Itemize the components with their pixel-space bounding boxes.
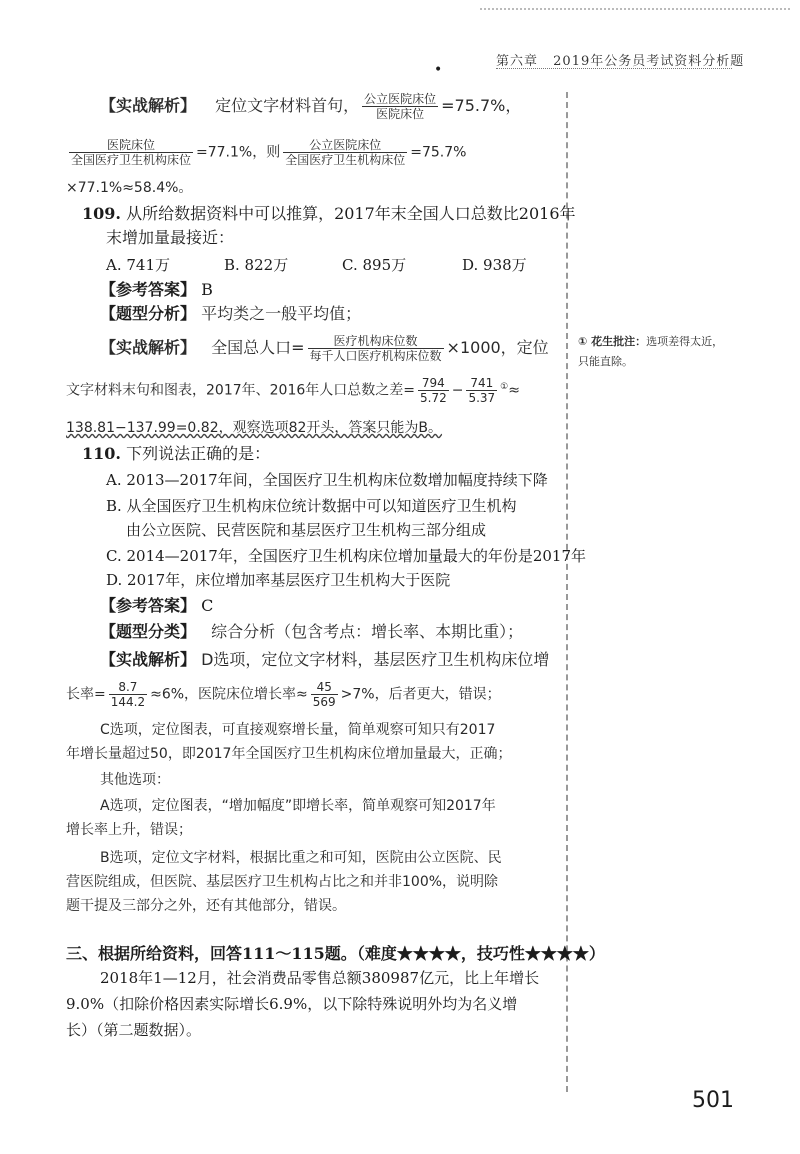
q109-analysis-line3: 138.81−137.99=0.82，观察选项82开头，答案只能为B。	[66, 420, 443, 436]
running-header	[496, 50, 744, 69]
q110-b-line3: 题干提及三部分之外，还有其他部分，错误。	[66, 898, 346, 914]
fraction: $\frac{\text{公立医院床位}}{\text{全国医疗卫生机构床位}}$	[285, 138, 406, 167]
analysis-label: 【实战解析】	[100, 96, 197, 115]
q110-option-b-cont: 由公立医院、民营医院和基层医疗卫生机构三部分组成	[126, 521, 487, 539]
sidenote: ① 花生批注：选项差得太近， 只能直除。	[578, 335, 724, 368]
section3-para-line2: 9.0%（扣除价格因素实际增长6.9%，以下除特殊说明外均为名义增	[66, 995, 518, 1013]
fraction: $\frac{\text{公立医院床位}}{\text{医院床位}}$	[364, 92, 437, 121]
q110-answer: 【参考答案】 C	[100, 596, 214, 615]
q110-a-line2: 增长率上升，错误；	[66, 822, 192, 838]
header-book-title: 2019年公务员考试资料分析题	[553, 54, 745, 69]
q110-a-line1: A选项，定位图表，“增加幅度”即增长率，简单观察可知2017年	[100, 798, 496, 814]
q108-analysis-line2: $\frac{\text{医院床位}}{\text{全国医疗卫生机构床位}}$ =77.1%，则 $\frac{\text{公立医院床位}}{\text{全国医疗卫生机构床位}}$ =75.7%	[71, 138, 467, 167]
q109-option-d: D. 938万	[462, 256, 527, 274]
q110-others: 其他选项：	[100, 772, 170, 788]
footnote-marker: ①	[500, 381, 509, 392]
header-chapter: 第六章	[496, 54, 539, 69]
q109-answer: 【参考答案】 B	[100, 280, 213, 299]
q108-analysis-line1: 【实战解析】 定位文字材料首句， $\frac{\text{公立医院床位}}{\text{医院床位}}$ =75.7%，	[100, 92, 522, 121]
fraction: $\frac{8.7}{144.2}$	[110, 680, 146, 709]
q109-option-b: B. 822万	[224, 256, 289, 274]
q109-stem-line2: 末增加量最接近：	[106, 228, 235, 247]
q110-option-d: D. 2017年，床位增加率基层医疗卫生机构大于医院	[106, 571, 451, 589]
q109-option-a: A. 741万	[106, 256, 170, 274]
q110-b-line2: 营医院组成，但医院、基层医疗卫生机构占比之和并非100%，说明除	[66, 874, 499, 890]
q110-option-a: A. 2013—2017年间，全国医疗卫生机构床位数增加幅度持续下降	[106, 471, 548, 489]
q109-option-c: C. 895万	[342, 256, 407, 274]
header-dot: •	[434, 62, 443, 78]
section3-heading: 三、根据所给资料，回答111～115题。（难度★★★★，技巧性★★★★）	[66, 944, 605, 963]
top-scan-rule	[480, 8, 790, 10]
page-number: 501	[692, 1088, 734, 1113]
section3-para-line3: 长）（第二题数据）。	[66, 1021, 202, 1039]
difficulty-rating: （难度★★★★，技巧性★★★★）	[356, 944, 605, 963]
margin-divider	[566, 92, 568, 1092]
q110-c-line2: 年增长量超过50，即2017年全国医疗卫生机构床位增加量最大，正确；	[66, 746, 512, 762]
fraction: $\frac{741}{5.37}$	[468, 376, 496, 405]
header-rule	[496, 68, 732, 69]
fraction: $\frac{\text{医疗机构床位数}}{\text{每千人口医疗机构床位数}}$	[309, 334, 442, 363]
q109-analysis-line1: 【实战解析】 全国总人口= $\frac{\text{医疗机构床位数}}{\text{每千人口医疗机构床位数}}$ ×1000，定位	[100, 334, 549, 363]
q110-analysis-line2: 长率= $\frac{8.7}{144.2}$ ≈6%，医院床位增长率≈ $\frac{45}{569}$ >7%，后者更大，错误；	[66, 680, 501, 709]
q109-type: 【题型分析】 平均类之一般平均值；	[100, 304, 362, 323]
q110-b-line1: B选项，定位文字材料，根据比重之和可知，医院由公立医院、民	[100, 850, 502, 866]
section3-para-line1: 2018年1—12月，社会消费品零售总额380987亿元，比上年增长	[100, 969, 540, 987]
q110-option-b: B. 从全国医疗卫生机构床位统计数据中可以知道医疗卫生机构	[106, 497, 517, 515]
q110-option-c: C. 2014—2017年，全国医疗卫生机构床位增加量最大的年份是2017年	[106, 547, 587, 565]
fraction: $\frac{45}{569}$	[312, 680, 336, 709]
q108-analysis-line3: ×77.1%≈58.4%。	[66, 180, 193, 196]
fraction: $\frac{\text{医院床位}}{\text{全国医疗卫生机构床位}}$	[71, 138, 192, 167]
q110-stem: 110. 下列说法正确的是：	[82, 444, 271, 463]
q109-stem: 109. 从所给数据资料中可以推算，2017年末全国人口总数比2016年	[82, 204, 576, 223]
q110-type: 【题型分类】 综合分析（包含考点：增长率、本期比重）；	[100, 622, 524, 641]
q110-analysis-line1: 【实战解析】 D选项，定位文字材料，基层医疗卫生机构床位增	[100, 650, 550, 669]
q109-analysis-line2: 文字材料末句和图表，2017年、2016年人口总数之差= $\frac{794}{5.72}$ − $\frac{741}{5.37}$ ①≈	[66, 376, 520, 405]
fraction: $\frac{794}{5.72}$	[420, 376, 447, 405]
q110-c-line1: C选项，定位图表，可直接观察增长量，简单观察可知只有2017	[100, 722, 496, 738]
